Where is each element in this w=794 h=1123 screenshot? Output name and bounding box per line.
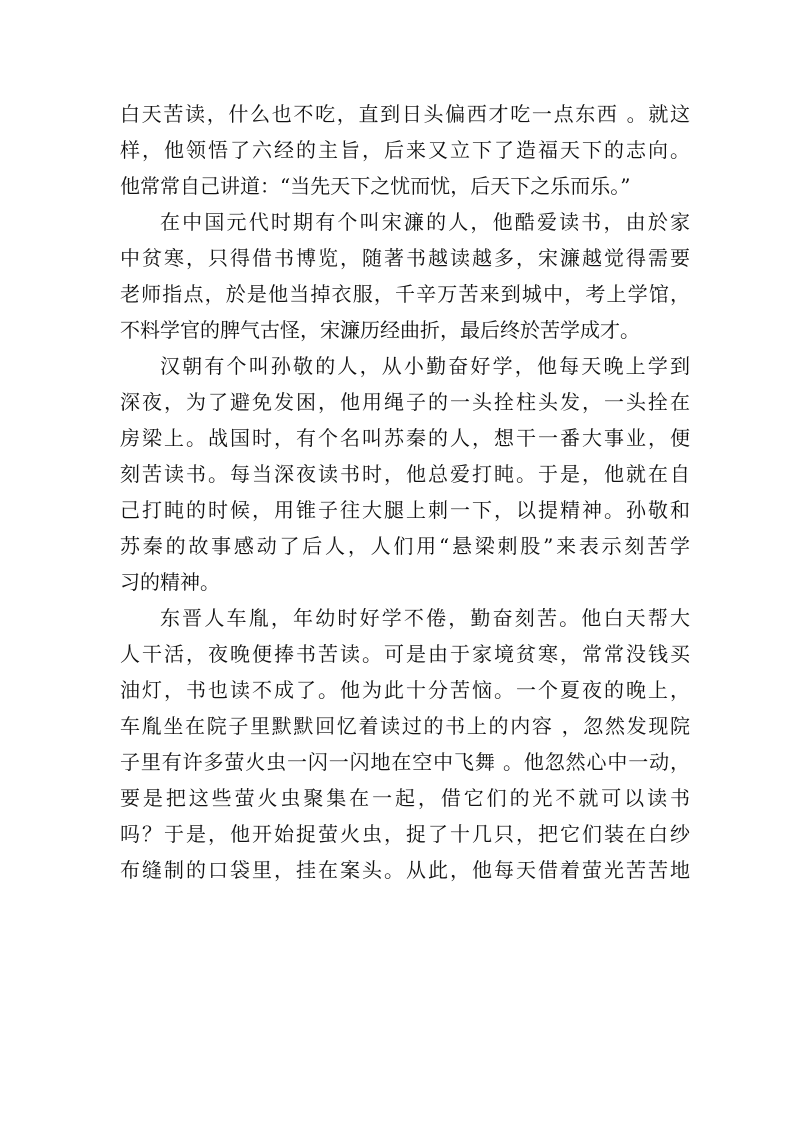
paragraph-first-line: 汉朝有个叫孙敬的人，从小勤奋好学，他每天晚上学到 [160, 354, 690, 378]
text-line: 中贫寒，只得借书博览，随著书越读越多，宋濂越觉得需要 [120, 246, 690, 270]
text-line: 刻苦读书。每当深夜读书时，他总爱打盹。于是，他就在自 [120, 462, 690, 486]
text-line: 苏秦的故事感动了后人，人们用“悬梁刺股”来表示刻苦学 [120, 534, 690, 558]
text-line: 深夜，为了避免发困，他用绳子的一头拴柱头发，一头拴在 [120, 390, 690, 414]
body-text [120, 96, 690, 888]
paragraph-first-line: 在中国元代时期有个叫宋濂的人，他酷爱读书，由於家 [160, 210, 690, 234]
text-line: 房梁上。战国时，有个名叫苏秦的人，想干一番大事业，便 [120, 426, 690, 450]
paragraph-first-line: 东晋人车胤，年幼时好学不倦，勤奋刻苦。他白天帮大 [160, 606, 690, 630]
text-line: 习的精神。 [120, 570, 220, 594]
text-line: 人干活，夜晚便捧书苦读。可是由于家境贫寒，常常没钱买 [120, 642, 690, 666]
text-line: 吗？于是，他开始捉萤火虫，捉了十几只，把它们装在白纱 [120, 822, 690, 846]
text-line: 油灯，书也读不成了。他为此十分苦恼。一个夏夜的晚上， [120, 678, 690, 702]
text-line: 样，他领悟了六经的主旨，后来又立下了造福天下的志向。 [120, 138, 690, 162]
text-line: 要是把这些萤火虫聚集在一起，借它们的光不就可以读书 [120, 786, 690, 810]
text-line: 老师指点，於是他当掉衣服，千辛万苦来到城中，考上学馆， [120, 282, 690, 306]
text-line: 不料学官的脾气古怪，宋濂历经曲折，最后终於苦学成才。 [120, 318, 640, 342]
text-line: 车胤坐在院子里默默回忆着读过的书上的内容 ，忽然发现院 [120, 714, 690, 738]
text-line: 白天苦读，什么也不吃，直到日头偏西才吃一点东西 。就这 [120, 102, 690, 126]
text-line: 他常常自己讲道：“当先天下之忧而忧，后天下之乐而乐。” [120, 174, 631, 198]
text-line: 子里有许多萤火虫一闪一闪地在空中飞舞 。他忽然心中一动， [120, 750, 690, 774]
text-line: 己打盹的时候，用锥子往大腿上刺一下，以提精神。孙敬和 [120, 498, 690, 522]
text-line: 布缝制的口袋里，挂在案头。从此，他每天借着萤光苦苦地 [120, 858, 690, 882]
